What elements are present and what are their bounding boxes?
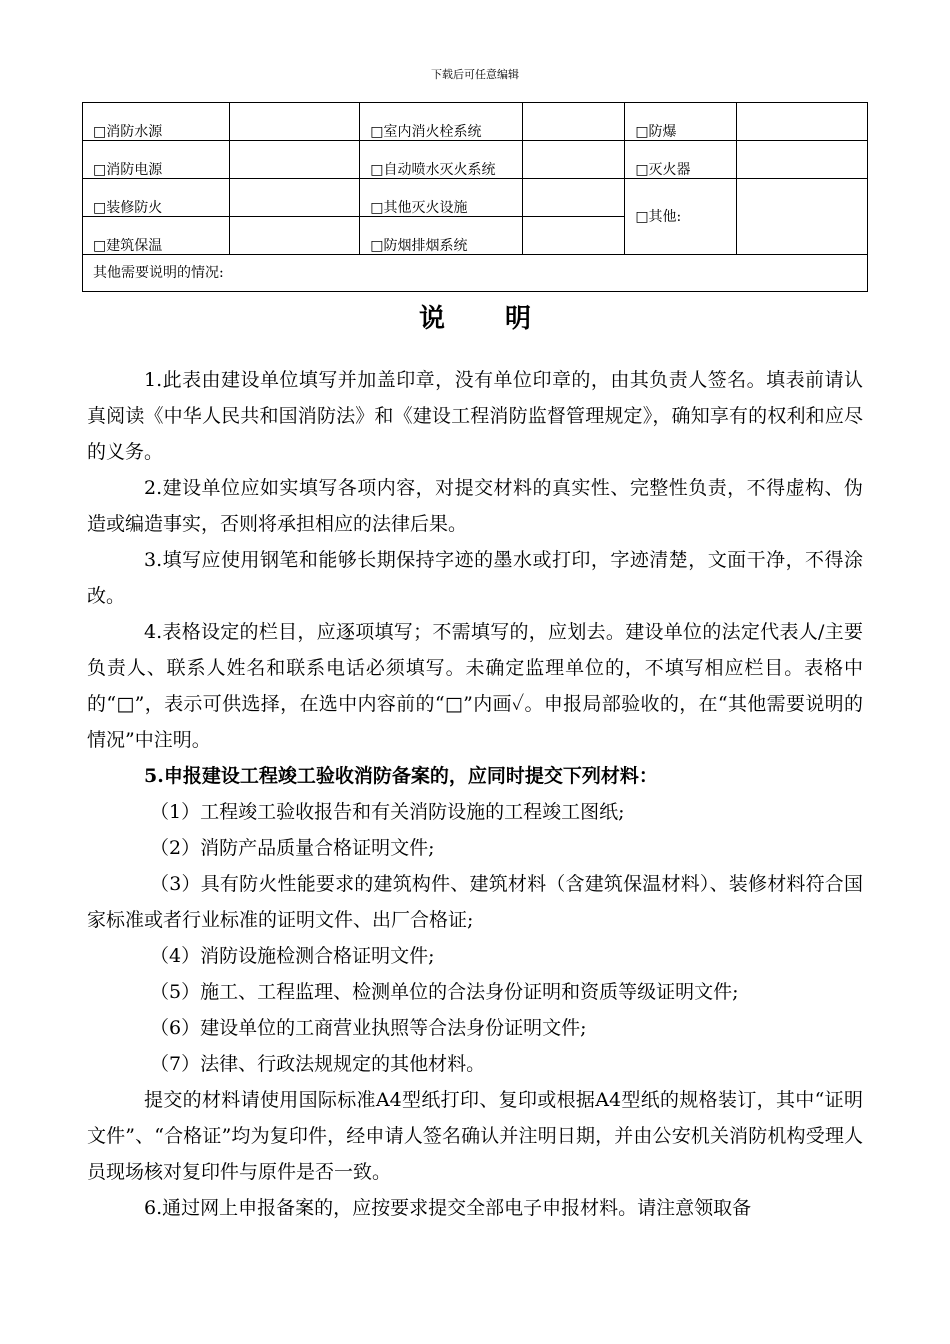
paragraph: 4.表格设定的栏目，应逐项填写；不需填写的，应划去。建设单位的法定代表人/主要负责人、联系人姓名和联系电话必须填写。未确定监理单位的，不填写相应栏目。表格中的“□”，表示可供选择，在选中内容前的“□”内画✓。申报局部验收的，在“其他需要说明的情况”中注明。 bbox=[87, 621, 863, 751]
checkbox-other-extinguishing[interactable]: □其他灭火设施 bbox=[360, 179, 523, 217]
checkbox-decoration-fireproof[interactable]: □装修防火 bbox=[83, 179, 230, 217]
title-char: 明 bbox=[505, 304, 532, 334]
table-cell bbox=[229, 217, 359, 255]
paragraph: 6.通过网上申报备案的，应按要求提交全部电子申报材料。请注意领取备 bbox=[144, 1197, 752, 1219]
other-notes-field[interactable]: 其他需要说明的情况: bbox=[83, 255, 868, 292]
list-item: （7）法律、行政法规规定的其他材料。 bbox=[150, 1053, 486, 1075]
checkbox-sprinkler[interactable]: □自动喷水灭火系统 bbox=[360, 141, 523, 179]
page-header: 下载后可任意编辑 bbox=[431, 68, 519, 81]
list-item: （4）消防设施检测合格证明文件; bbox=[150, 945, 435, 967]
table-row bbox=[83, 103, 868, 141]
table-row bbox=[83, 255, 868, 292]
instructions-body bbox=[87, 362, 863, 1226]
table-cell bbox=[229, 179, 359, 217]
checkbox-water-source[interactable]: □消防水源 bbox=[83, 103, 230, 141]
fire-facilities-table bbox=[82, 102, 868, 292]
checkbox-extinguisher[interactable]: □灭火器 bbox=[625, 141, 737, 179]
paragraph-heading: 5.申报建设工程竣工验收消防备案的，应同时提交下列材料： bbox=[144, 765, 658, 787]
list-item: （6）建设单位的工商营业执照等合法身份证明文件; bbox=[150, 1017, 587, 1039]
list-item: （1）工程竣工验收报告和有关消防设施的工程竣工图纸; bbox=[150, 801, 625, 823]
paragraph: 1.此表由建设单位填写并加盖印章，没有单位印章的，由其负责人签名。填表前请认真阅读《中华人民共和国消防法》和《建设工程消防监督管理规定》，确知享有的权利和应尽的义务。 bbox=[87, 369, 863, 463]
table-cell bbox=[229, 103, 359, 141]
checkbox-explosion-proof[interactable]: □防爆 bbox=[625, 103, 737, 141]
paragraph: 2.建设单位应如实填写各项内容，对提交材料的真实性、完整性负责，不得虚构、伪造或编造事实，否则将承担相应的法律后果。 bbox=[87, 477, 863, 535]
title-char: 说 bbox=[418, 304, 445, 334]
table-row bbox=[83, 179, 868, 217]
section-title bbox=[0, 298, 950, 335]
table-cell bbox=[737, 141, 868, 179]
table-cell bbox=[523, 141, 625, 179]
list-item: （2）消防产品质量合格证明文件; bbox=[150, 837, 435, 859]
table-cell bbox=[737, 103, 868, 141]
table-cell bbox=[523, 179, 625, 217]
table-row bbox=[83, 141, 868, 179]
table-cell bbox=[523, 217, 625, 255]
list-item: （5）施工、工程监理、检测单位的合法身份证明和资质等级证明文件; bbox=[150, 981, 739, 1003]
list-item: （3）具有防火性能要求的建筑构件、建筑材料（含建筑保温材料）、装修材料符合国家标准或者行业标准的证明文件、出厂合格证; bbox=[87, 873, 863, 931]
checkbox-smoke-exhaust[interactable]: □防烟排烟系统 bbox=[360, 217, 523, 255]
checkbox-indoor-hydrant[interactable]: □室内消火栓系统 bbox=[360, 103, 523, 141]
table-cell bbox=[229, 141, 359, 179]
table-cell bbox=[737, 179, 868, 255]
checkbox-power-source[interactable]: □消防电源 bbox=[83, 141, 230, 179]
table-cell bbox=[523, 103, 625, 141]
checkbox-insulation[interactable]: □建筑保温 bbox=[83, 217, 230, 255]
paragraph: 提交的材料请使用国际标准A4型纸打印、复印或根据A4型纸的规格装订，其中“证明文件”、“合格证”均为复印件，经申请人签名确认并注明日期，并由公安机关消防机构受理人员现场核对复印件与原件是否一致。 bbox=[87, 1089, 863, 1183]
checkbox-other[interactable]: □其他: bbox=[625, 179, 737, 255]
paragraph: 3.填写应使用钢笔和能够长期保持字迹的墨水或打印，字迹清楚，文面干净，不得涂改。 bbox=[87, 549, 863, 607]
